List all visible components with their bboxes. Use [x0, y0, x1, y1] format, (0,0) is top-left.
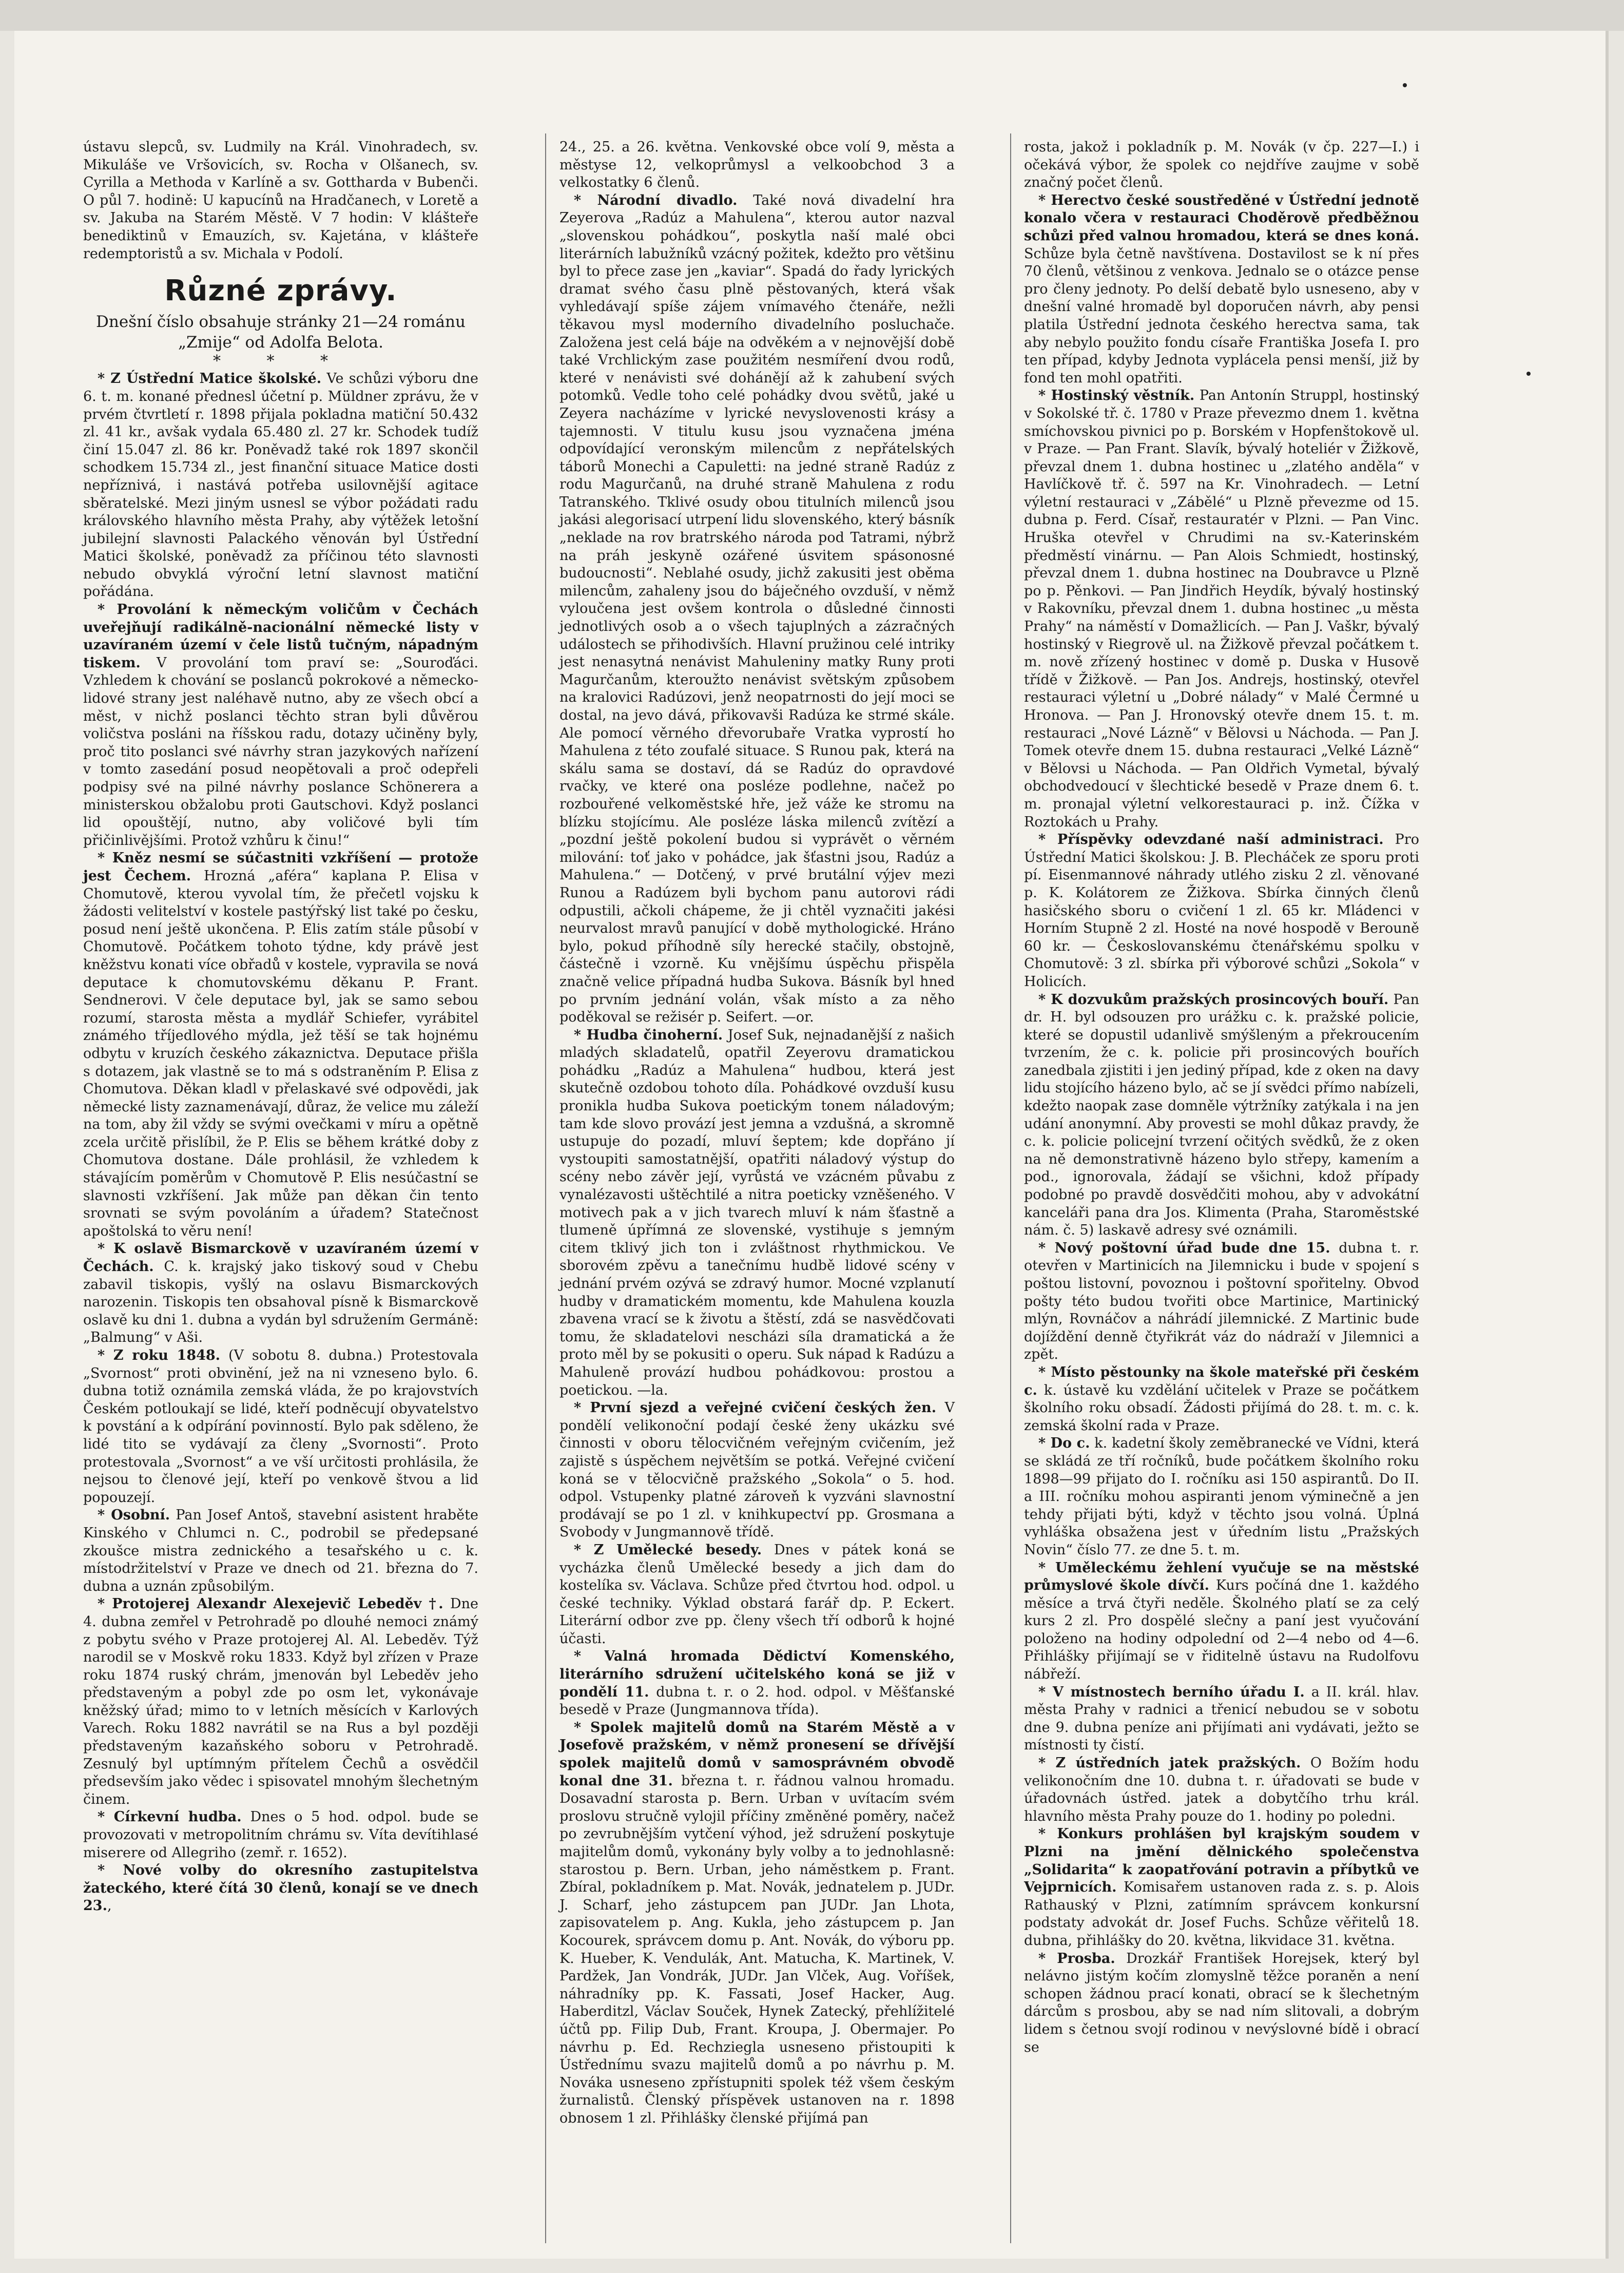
- article-headline: * Provolání k německým voličům v Čechách uveřejňují radikálně-nacionální německé listy v uzavíraném území v čele listů tučným, nápadným tiskem.: [83, 602, 478, 671]
- article-text: * Hostinský věstník. Pan Antonín Struppl, hostinský v Sokolské tř. č. 1780 v Praze převezmo dnem 1. května smíchovskou pivnici po p. Borském v Hopfenštokově ul. v Praze. — Pan Frant. Slavík, bývalý hoteliér v Žižkově, převzal dnem 1. dubna hostinec u „zlatého anděla“ v Havlíčkově tř. č. 597 na Kr. Vinohradech. — Letní výletní restauraci v „Zábělé“ u Plzně převezme od 15. dubna p. Ferd. Císař, restauratér v Plzni. — Pan Vinc. Hruška otevřel v Chrudimi na sv.-Katerinském předměstí vinárnu. — Pan Alois Schmiedt, hostinský, převzal dnem 1. dubna hostinec na Doubravce u Plzně po p. Pěnkovi. — Pan Jindřich Heydík, bývalý hostinský v Rakovníku, převzal dnem 1. dubna hostinec „u města Prahy“ na náměstí v Domažlicích. — Pan J. Vaškr, bývalý hostinský v Riegrově ul. na Žižkově převzal počátkem t. m. nově zřízený hostinec v domě p. Duska v Husově třídě v Žižkově. — Pan Jos. Andrejs, hostinský, otevřel restauraci výletní u „Dobré nálady“ v Malé Čermné u Hronova. — Pan J. Hronovský otevře dnem 15. t. m. restauraci „Nové Lázně“ v Bělovsi u Náchoda. — Pan J. Tomek otevře dnem 15. dubna restauraci „Velké Lázně“ v Bělovsi u Náchoda. — Pan Oldřich Vymetal, bývalý obchodvedoucí v šlechtické besedě v Praze dnem 6. t. m. pronajal výletní velkorestauraci p. inž. Čížka v Roztokách u Prahy.: [1024, 388, 1419, 830]
- article-text: * První sjezd a veřejné cvičení českých žen. V pondělí velikonoční podají české ženy ukázku své činnosti v oboru tělocvičném veřejným cvičením, jež zajistě s úspěchem největším se potká. Veřejné cvičení koná se v tělocvičně pražského „Sokola“ o 5. hod. odpol. Vstupenky platné zároveň k vyzváni slavnostní prodávají se po 1 zl. v knihkupectví pp. Grosmana a Svobody v Jungmannově třídě.: [559, 1400, 955, 1540]
- article-text: * Příspěvky odevzdané naší administraci. Pro Ústřední Matici školskou: J. B. Plecháček ze sporu proti pí. Eisenmannové náhrady utlého zisku 2 zl. věnované p. K. Kolátorem ze Žižkova. Sbírka činných členů hasičského sboru o cvičení 1 zl. 65 kr. Mládenci v Horním Stupně 2 zl. Hosté na nové hospodě v Berouně 60 kr. — Českoslovanskému čtenářskému spolku v Chomutově: 3 zl. sbírka při výborové schůzi „Sokola“ v Holicích.: [1024, 832, 1419, 990]
- article-headline: * Z Umělecké besedy.: [574, 1542, 762, 1558]
- column-1: [83, 139, 478, 1915]
- article-headline: * Spolek majitelů domů na Starém Městě a v Josefově pražském, v němž pronesení se dřívější spolek majitelů domů v samosprávném obvodě konal dne 31.: [559, 1719, 955, 1789]
- article-text: * Spolek majitelů domů na Starém Městě a v Josefově pražském, v němž pronesení se dřívější spolek majitelů domů v samosprávném obvodě konal dne 31. března t. r. řádnou valnou hromadu. Dosavadní starosta p. Bern. Urban v uvítacím svém proslovu stručně vylojil příčiny změněné poměry, načež po zevrubnějším vytčení výhod, jež sdružení poskytuje majitelům domů, vykonány byly volby a to jednohlasně: starostou p. Bern. Urban, jeho náměstkem p. Frant. Zbíral, pokladníkem p. Mat. Novák, jednatelem p. JUDr. J. Scharf, jeho zástupcem pan JUDr. Jan Lhota, zapisovatelem p. Ang. Kukla, jeho zástupcem p. Jan Kocourek, správcem domu p. Ant. Novák, do výboru pp. K. Hueber, K. Vendulák, Ant. Matucha, K. Martinek, V. Pardžek, Jan Vondrák, JUDr. Jan Vlček, Aug. Voříšek, náhradníky pp. K. Fassati, Josef Hacker, Aug. Haberditzl, Václav Souček, Hynek Zatecký, přehlížitelé účtů pp. Filip Dub, Frant. Kroupa, J. Obermajer. Po návrhu p. Ed. Rechziegla usneseno přistoupiti k Ústřednímu svazu majitelů domů a po návrhu p. M. Nováka usneseno zpřístupniti spolek též všem českým žurnalistů. Členský příspěvek ustanoven na r. 1898 obnosem 1 zl. Přihlášky členské přijímá pan: [559, 1719, 955, 2126]
- article-text: * Prosba. Drozkář František Horejsek, který byl nelávno jistým kočím zlomyslně těžce poraněn a není schopen žádnou prací konati, obrací se k šlechetným dárcům s prosbou, aby se nad ním slitovali, a dobrým lidem s četnou svojí rodinou v nevýslovné bídě i obrací se: [1024, 1950, 1419, 2055]
- article-headline: * Do c.: [1038, 1435, 1090, 1452]
- article-text: * Z Umělecké besedy. Dnes v pátek koná se vycházka členů Umělecké besedy a jich dam do kostelíka sv. Václava. Schůze před čtvrtou hod. odpol. u české techniky. Výklad obstará farář dp. P. Eckert. Literární odbor zve pp. členy všech tří odborů k hojné účasti.: [559, 1542, 955, 1647]
- article-text: * Národní divadlo. Také nová divadelní hra Zeyerova „Radúz a Mahulena“, kterou autor nazval „slovenskou pohádkou“, poskytla naší malé obci literárních labužníků vzácný požitek, kdežto pro většinu byl to přece zase jen „kaviar“. Spadá do řady lyrických dramat svého času plně pěstovaných, která však vyhledávají spíše zájem vnímavého čtenáře, nežli těkavou mysl moderního divadelního posluchače. Založena jest celá báje na odvěkém a v nejnovější době také Vrchlickým zase použitém nesmíření dvou rodů, které v nenávisti své dohánějí až k zahubení svých potomků. Vedle toho celé pohádky dvou světů, jaké u Zeyera nacházíme v lyrické nevyslovenosti krásy a tajemnosti. V titulu kusu jsou vyznačena jména odpovídající veronským milencům z nepřátelských táborů Monechi a Capuletti: na jedné straně Radúz z rodu Magurčanů, na druhé straně Mahulena z rodu Tatranského. Tklivé osudy obou titulních milenců jsou jakási alegorisací utrpení lidu slovenského, který básník „neklade na rov bratrského národa pod Tatrami, nýbrž na práh jeskyně ozářené úsvitem spásonosné budoucnosti“. Neblahé osudy, jichž zakusiti jest oběma milencům, zahaleny jsou do báječného ovzduší, v němž vyloučena jest ovšem kontrola o důsledné činnosti jednotlivých osob a o všech tajuplných a zázračných událostech se přihodivších. Hlavní pružinou celé intriky jest nenasytná nenávist Mahuleniny matky Runy proti Magurčanům, kteroužto nenávist světským způsobem na kralovici Radúzovi, jenž neopatrnosti do její moci se dostal, na jevo dává, přikovavši Radúza ke strmé skále. Ale pomocí věrného dřevorubaře Vratka vyprostí ho Mahulena z této zoufalé situace. S Runou pak, která na skálu sama se dostaví, dá se Radúz do opravdové rvačky, ve které ona posléze podlehne, načež po rozbouřené velkoměstské hře, jež váže ke stromu na blízku stojícímu. Ale posléze láska milenců zvítězí a „pozdní ještě pokolení budou si vyprávět o věrném milování: toť jako v pohádce, jak šťastni jsou, Radúz a Mahulena.“ — Dotčený, v prvé brutální výjev mezi Runou a Radúzem byli bychom panu autorovi rádi odpustili, ačkoli chápeme, že ji chtěl vyznačiti jakési neurvalost mravů panující v době mythologické. Hráno bylo, pokud příhodně síly herecké stačily, obstojně, částečně i vzorně. Ku vnějšímu úspěchu přispěla značně velice případná hudba Sukova. Básník byl hned po prvním jednání volán, však místo a za něho poděkoval se režisér p. Seifert. —or.: [559, 192, 955, 1026]
- article-text: * Konkurs prohlášen byl krajským soudem v Plzni na jmění dělnického společenstva „Solidarita“ k zaopatřování potravin a příbytků ve Vejprnicích. Komisařem ustanoven rada z. s. p. Alois Rathauský v Plzni, zatímním správcem konkursní podstaty advokát dr. Josef Fuchs. Schůze věřitelů 18. dubna, přihlášky do 20. května, likvidace 31. května.: [1024, 1826, 1419, 1949]
- article-headline: * Nové volby do okresního zastupitelstva žateckého, které čítá 30 členů, konají se ve dnech 23.: [83, 1862, 478, 1914]
- scan-speck: [1526, 372, 1531, 376]
- article-headline: * Hostinský věstník.: [1038, 388, 1195, 404]
- article-headline: * Prosba.: [1038, 1950, 1115, 1967]
- separator-stars: * * *: [212, 352, 349, 370]
- article-text: * K oslavě Bismarckově v uzavíraném území v Čechách. C. k. krajský jako tiskový soud v Chebu zabavil tiskopis, vyšlý na oslavu Bismarckových narozenin. Tiskopis ten obsahoval písně k Bismarckově oslavě ku dni 1. dubna a vydán byl sdružením Germáně: „Balmung“ v Aši.: [83, 1241, 478, 1346]
- article-headline: * Konkurs prohlášen byl krajským soudem v Plzni na jmění dělnického společenstva „Solidarita“ k zaopatřování potravin a příbytků ve Vejprnicích.: [1024, 1826, 1419, 1896]
- article-headline: * Z roku 1848.: [98, 1347, 221, 1363]
- article-text: * Do c. k. kadetní školy zeměbranecké ve Vídni, která se skládá ze tří ročníků, bude počátkem školního roku 1898—99 přijato do I. ročníku asi 150 aspirantů. Do II. a III. ročníku mohou aspiranti jenom výminečně a jen tehdy přijati býti, když v těchto jsou volná. Úplná vyhláška obsažena jest v úředním listu „Pražských Novin“ číslo 77. ze dne 5. t. m.: [1024, 1435, 1419, 1558]
- article-headline: * Uměleckému žehlení vyučuje se na městské průmyslové škole dívčí.: [1024, 1559, 1419, 1594]
- article-headline: * Církevní hudba.: [98, 1809, 242, 1825]
- article-headline: * Protojerej Alexandr Alexejevič Lebeděv †.: [98, 1596, 443, 1612]
- article-headline: * K oslavě Bismarckově v uzavíraném území v Čechách.: [83, 1241, 478, 1275]
- article-headline: * Příspěvky odevzdané naší administraci.: [1038, 832, 1384, 848]
- article-text: * Hudba činoherní. Josef Suk, nejnadanější z našich mladých skladatelů, opatřil Zeyerovu dramatickou pohádku „Radúz a Mahulena“ hudbou, která jest skutečně ozdobou tohoto díla. Pohádkové ovzduší kusu pronikla hudba Sukova poetickým tonem náladovým; tam kde slovo provází jest jemna a vzdušná, a skromně ustupuje do pozadí, mluví šeptem; kde dopřáno jí vystoupiti samostatnější, opatřiti náladový výstup do scény nebo závěr její, vyrůstá ve vzácném půvabu z vynalézavosti uštěchtilé a nitra poeticky vzněšeného. V motivech pak a v jich tvarech mluví k nám šťastně a tlumeně úpřímná ze slovenské, vystihuje s jemným citem tklivý jich ton i zvláštnost rhythmickou. Ve sborovém zpěvu a tanečnímu hudbě lidové scény v jednání prvém ozývá se zdravý humor. Mocné vzplanutí hudby v dramatickém momentu, kde Mahulena kouzla zbavena vrací se k životu a štěstí, zdá se nasvědčovati tomu, že skladatelovi nescházi síla dramatická a že proto měl by se pokusiti o operu. Suk nápad k Radúzu a Mahuleně provází hudbou pohádkovou: prostou a poetickou. —la.: [559, 1027, 955, 1398]
- section-intro: Dnešní číslo obsahuje stránky 21—24 románu „Zmije“ od Adolfa Belota.: [96, 312, 466, 352]
- article-text: * Nové volby do okresního zastupitelstva žateckého, které čítá 30 členů, konají se ve dnech 23.,: [83, 1862, 478, 1914]
- article-text: 24., 25. a 26. května. Venkovské obce volí 9, města a městyse 12, velkoprůmysl a velkoobchod 3 a velkostatky 6 členů.: [559, 139, 955, 191]
- article-text: * Valná hromada Dědictví Komenského, literárního sdružení učitelského koná se již v pondělí 11. dubna t. r. o 2. hod. odpol. v Měšťanské besedě v Praze (Jungmannova třída).: [559, 1648, 955, 1718]
- article-headline: * V místnostech berního úřadu I.: [1038, 1684, 1305, 1700]
- scan-speck: [1403, 83, 1407, 87]
- article-text: * Herectvo české soustředěné v Ústřední jednotě konalo včera v restauraci Choděrově předběžnou schůzi před valnou hromadou, která se dnes koná. Schůze byla četně navštívena. Dostavilost se k ní přes 70 členů, většinou z venkova. Jednalo se o otázce pense pro členy jednoty. Po delší debatě bylo usneseno, aby v dnešní valné hromadě byl doporučen návrh, aby pensi platila Ústřední jednota českého herectva sama, tak aby nebylo použito fondu císaře Františka Josefa I. pro ten případ, kdyby Jednota vyplácela pensi menší, již by fond ten mohl opatřiti.: [1024, 192, 1419, 386]
- article-headline: * Z ústředních jatek pražských.: [1038, 1755, 1301, 1771]
- article-text: * Provolání k německým voličům v Čechách uveřejňují radikálně-nacionální německé listy v uzavíraném území v čele listů tučným, nápadným tiskem. V provolání tom praví se: „Souroďáci. Vzhledem k chování se poslanců pokrokové a německo-lidové strany jest naléhavě nutno, aby ze všech obcí a měst, v nichž poslanci těchto stran byli důvěrou voličstva posláni na říšskou radu, dotazy učiněny byly, proč tito poslanci své návrhy stran jazykových nařízení v tomto zasedání posud neopětovali a proč odepřeli podpisy své na pilné návrhy poslance Schönerera a ministerskou obžalobu proti Gautschovi. Když poslanci lid opouštějí, nutno, aby voličové byli tím přičinlivějšími. Protož vzhůru k činu!“: [83, 602, 478, 849]
- column-2: [559, 139, 955, 2128]
- column-rule-1: [545, 133, 546, 2243]
- article-headline: * Hudba činoherní.: [574, 1027, 723, 1043]
- article-headline: * První sjezd a veřejné cvičení českých žen.: [574, 1400, 937, 1416]
- article-text: * V místnostech berního úřadu I. a II. král. hlav. města Prahy v radnici a třenicí nebudou se v sobotu dne 9. dubna peníze ani přijímati ani vydávati, ježto se místnosti ty čistí.: [1024, 1684, 1419, 1754]
- article-text: * Nový poštovní úřad bude dne 15. dubna t. r. otevřen v Martinicích na Jilemnicku i bude v spojení s poštou listovní, povoznou i poštovní spořitelny. Obvod pošty této budou tvořiti obce Martinice, Martinický mlýn, Rovnáčov a náhrádí jilemnické. Z Martinic bude dojíždění denně čtyřikrát váz do nádraží v Jilemnici a zpět.: [1024, 1240, 1419, 1363]
- article-text: rosta, jakož i pokladník p. M. Novák (v čp. 227—I.) i očekává výbor, že spolek co nejdříve zaujme v sobě značný počet členů.: [1024, 139, 1419, 191]
- article-headline: * Kněz nesmí se súčastniti vzkříšení — protože jest Čechem.: [83, 850, 478, 884]
- article-headline: * Z Ústřední Matice školské.: [98, 371, 322, 387]
- article-headline: * Národní divadlo.: [574, 192, 738, 208]
- article-text: * Církevní hudba. Dnes o 5 hod. odpol. bude se provozovati v metropolitním chrámu sv. Víta devítihlasé miserere od Allegriho (zemř. r. 1652).: [83, 1809, 479, 1861]
- article-headline: * K dozvukům pražských prosincových bouří.: [1038, 991, 1389, 1008]
- article-headline: * Valná hromada Dědictví Komenského, literárního sdružení učitelského koná se již v pondělí 11.: [559, 1648, 955, 1700]
- article-headline: * Osobní.: [98, 1507, 170, 1524]
- column-3: [1024, 139, 1419, 2056]
- article-text: * Uměleckému žehlení vyučuje se na městské průmyslové škole dívčí. Kurs počíná dne 1. každého měsíce a trvá čtyři neděle. Školného platí se za celý kurs 2 zl. Pro dospělé slečny a paní jest vyučování položeno na hodiny odpolední od 2—4 nebo od 4—6. Přihlášky přijímají se v řiditelně ústavu na Rudolfovu nábřeží.: [1024, 1559, 1419, 1683]
- article-headline: * Místo pěstounky na škole mateřské při českém c.: [1024, 1364, 1419, 1398]
- scan-top-edge: [0, 0, 1624, 31]
- article-text: * Kněz nesmí se súčastniti vzkříšení — protože jest Čechem. Hrozná „aféra“ kaplana P. Elisa v Chomutově, kterou vyvolal tím, že přečetl vojsku k žádosti velitelství v kostele pastýřský list také po česku, posud není ještě ukončena. P. Elis zatím stále působí v Chomutově. Počátkem tohoto týdne, kdy právě jest kněžstvu konati více obřadů v kostele, vypravila se nová deputace k chomutovskému děkanu P. Frant. Sendnerovi. V čele deputace byl, jak se samo sebou rozumí, starosta města a mydlář Schiefer, vyrábitel známého tříjedlového mýdla, jež těší se tak hojnému odbytu v kruzích českého zákaznictva. Deputace přišla s dotazem, jak vlastně se to má s odstraněním P. Elisa z Chomutova. Děkan kladl v přelaskavé své odpovědi, jak německé listy zaznamenávají, důraz, že velice mu záleží na tom, aby žil vždy se svými ovečkami v míru a opětně zcela určitě přislíbil, že P. Elis se během krátké doby z Chomutova dostane. Dále prohlásil, že vzhledem k stávajícím poměrům v Chomutově P. Elis nesúčastní se slavnosti vzkříšení. Jak může pan děkan čin tento srovnati se svým povoláním a úřadem? Statečnost apoštolská to věru není!: [83, 850, 478, 1239]
- article-text: * Místo pěstounky na škole mateřské při českém c. k. ústavě ku vzdělání učitelek v Praze se počátkem školního roku obsadí. Žádosti přijímá do 28. t. m. c. k. zemská školní rada v Praze.: [1024, 1364, 1419, 1434]
- article-text: * Osobní. Pan Josef Antoš, stavební asistent hraběte Kinského v Chlumci n. C., podrobil se předepsané zkoušce mistra zednického a tesařského u c. k. místodržitelství v Praze ve dnech od 21. března do 7. dubna a uznán způsobilým.: [83, 1507, 478, 1594]
- article-headline: * Nový poštovní úřad bude dne 15.: [1038, 1240, 1330, 1256]
- section-title: Různé zprávy.: [164, 274, 397, 308]
- article-headline: * Herectvo české soustředěné v Ústřední jednotě konalo včera v restauraci Choděrově předběžnou schůzi před valnou hromadou, která se dnes koná.: [1024, 192, 1419, 244]
- column-rule-2: [1010, 133, 1011, 2243]
- article-text: * Protojerej Alexandr Alexejevič Lebeděv †. Dne 4. dubna zemřel v Petrohradě po dlouhé nemoci známý z pobytu svého v Praze protojerej Al. Al. Lebeděv. Týž narodil se v Moskvě roku 1833. Když byl zřízen v Praze roku 1874 ruský chrám, jmenován byl Lebeděv jeho představeným a pobyl zde po osm let, vykonávaje kněžský úřad; mimo to v letních měsících v Karlových Varech. Roku 1882 navrátil se na Rus a byl později představeným kazaňského soboru v Petrohradě. Zesnulý byl uptímným přítelem Čechů a osvědčil předsevším jako vědec i spisovatel mnohým šlechetným činem.: [83, 1596, 478, 1807]
- article-text: * Z roku 1848. (V sobotu 8. dubna.) Protestovala „Svornost“ proti obvinění, jež na ni vzneseno bylo. 6. dubna totiž oznámila zemská vláda, že po krajovstvích Českém potloukají se lidé, kteří podněcují obyvatelstvo k povstání a k odpírání povinností. Bylo pak sděleno, že lidé tito se vydávají za členy „Svornosti“. Proto protestovala „Svornost“ a ve vší určitosti prohlásila, že nejsou to členové její, kteří po venkově štvou a lid popouzejí.: [83, 1347, 479, 1506]
- article-text: * Z ústředních jatek pražských. O Božím hodu velikonočním dne 10. dubna t. r. úřadovati se bude v úřadovnách ústřed. jatek a dobytčího trhu král. hlavního města Prahy pouze do 1. hodiny po poledni.: [1024, 1755, 1419, 1824]
- article-text: * Z Ústřední Matice školské. Ve schůzi výboru dne 6. t. m. konané přednesl účetní p. Müldner zprávu, že v prvém čtvrtletí r. 1898 přijala pokladna matiční 50.432 zl. 41 kr., avšak vydala 65.480 zl. 27 kr. Schodek tudíž činí 15.047 zl. 86 kr. Poněvadž také rok 1897 skončil schodkem 15.734 zl., jest finanční situace Matice dosti nepříznivá, i nastává potřeba usilovnější agitace sběratelské. Mezi jiným usnesl se výbor požádati radu královského hlavního města Prahy, aby výtěžek letošní jubilejní slavnosti Palackého věnován byl Ústřední Matici školské, poněvadž za příčinou této slavnosti nebudo obvyklá výroční letní slavnost matiční pořádána.: [83, 371, 478, 600]
- article-text: * K dozvukům pražských prosincových bouří. Pan dr. H. byl odsouzen pro urážku c. k. pražské policie, které se dopustil udanlivě smýšleným a překroucením tvrzením, že c. k. policie při prosincových bouřích zanedbala zjistiti i jen jediný případ, kde z oken na davy lidu stojícího házeno bylo, ač se jí svědci přímo nabízeli, kdežto naopak zase domněle výtržníky zatýkala i na jen udání anonymní. Aby provesti se mohl důkaz pravdy, že c. k. policie policejní tvrzení očitých svědků, že z oken na ně demonstrativně házeno bylo střepy, kamením a pod., ignorovala, žádají se všichni, kdož případy podobné po pravdě dosvědčiti mohou, aby v advokátní kanceláři pana dra Jos. Klimenta (Praha, Staroměstské nám. č. 5) laskavě adresy své oznámili.: [1024, 991, 1419, 1239]
- article-text: ústavu slepců, sv. Ludmily na Král. Vinohradech, sv. Mikuláše ve Vršovicích, sv. Rocha v Olšanech, sv. Cyrilla a Methoda v Karlíně a sv. Gottharda v Bubenči. O půl 7. hodině: U kapucínů na Hradčanech, v Loretě a sv. Jakuba na Starém Městě. V 7 hodin: V klášteře benediktinů v Emauzích, sv. Kajetána, v klášteře redemptoristů a sv. Michala v Podolí.: [83, 139, 478, 262]
